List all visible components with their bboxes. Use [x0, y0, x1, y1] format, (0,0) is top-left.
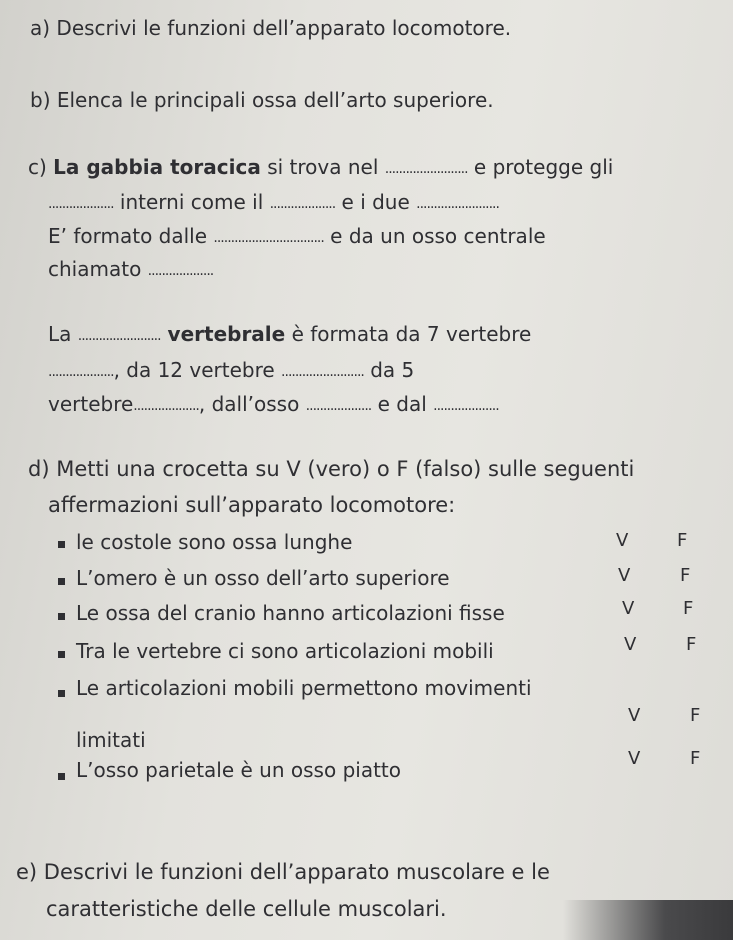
answer-blank[interactable]: ................... [433, 398, 499, 414]
true-option-2[interactable]: V [618, 565, 631, 586]
true-option-1[interactable]: V [616, 530, 629, 551]
bullet-icon [58, 541, 65, 548]
question-c-line-3: E’ formato dalle ................................ e da un osso centrale [48, 224, 546, 248]
answer-blank[interactable]: ........................ [416, 196, 499, 212]
statement-5: Le articolazioni mobili permettono movimenti [76, 676, 532, 700]
statement-6: L’osso parietale è un osso piatto [76, 758, 401, 782]
answer-blank[interactable]: ................... [48, 196, 114, 212]
answer-blank[interactable]: ........................ [384, 161, 468, 177]
question-c-line-7: vertebre..................., dall’osso ................... e dal ................... [48, 392, 499, 416]
shadow-corner [563, 900, 733, 940]
bullet-icon [58, 690, 65, 697]
answer-blank[interactable]: ................... [147, 263, 214, 279]
question-c-line-5: La ........................ vertebrale è formata da 7 vertebre [48, 322, 532, 346]
bold-term-gabbia-toracica: La gabbia toracica [53, 155, 261, 179]
question-b: b) Elenca le principali ossa dell’arto superiore. [30, 88, 494, 112]
bullet-icon [58, 651, 65, 658]
false-option-4[interactable]: F [686, 634, 697, 655]
answer-blank[interactable]: ........................ [281, 364, 364, 380]
question-c-line-1: c) La gabbia toracica si trova nel ........................ e protegge gli [28, 155, 614, 179]
question-a: a) Descrivi le funzioni dell’apparato locomotore. [30, 16, 512, 40]
statement-3: Le ossa del cranio hanno articolazioni fisse [76, 601, 505, 625]
bullet-icon [58, 613, 65, 620]
statement-5-continued: limitati [76, 728, 146, 752]
question-c-line-4: chiamato ................... [48, 257, 214, 281]
statement-1: le costole sono ossa lunghe [76, 530, 353, 554]
bullet-icon [58, 773, 65, 780]
false-option-6[interactable]: F [690, 748, 701, 769]
answer-blank[interactable]: ................................ [213, 230, 324, 246]
question-e-line-2: caratteristiche delle cellule muscolari. [46, 897, 447, 921]
answer-blank[interactable]: ................... [48, 364, 114, 380]
false-option-2[interactable]: F [680, 565, 691, 586]
true-option-5[interactable]: V [628, 705, 641, 726]
bullet-icon [58, 578, 65, 585]
answer-blank[interactable]: ................... [269, 196, 336, 212]
question-c-line-2: ................... interni come il ................... e i due ........................ [48, 190, 499, 214]
true-option-4[interactable]: V [624, 634, 637, 655]
statement-2: L’omero è un osso dell’arto superiore [76, 566, 450, 590]
question-c-line-6: ..................., da 12 vertebre ........................ da 5 [48, 358, 415, 382]
true-option-6[interactable]: V [628, 748, 641, 769]
false-option-3[interactable]: F [683, 598, 694, 619]
question-d-intro-2: affermazioni sull’apparato locomotore: [48, 493, 456, 517]
answer-blank[interactable]: ........................ [77, 328, 161, 344]
statement-4: Tra le vertebre ci sono articolazioni mobili [76, 639, 494, 663]
question-e-line-1: e) Descrivi le funzioni dell’apparato muscolare e le [16, 860, 550, 884]
false-option-5[interactable]: F [690, 705, 701, 726]
false-option-1[interactable]: F [677, 530, 688, 551]
question-d-intro-1: d) Metti una crocetta su V (vero) o F (falso) sulle seguenti [28, 457, 635, 481]
true-option-3[interactable]: V [622, 598, 635, 619]
answer-blank[interactable]: ................... [133, 398, 199, 414]
answer-blank[interactable]: ................... [305, 398, 372, 414]
bold-term-vertebrale: vertebrale [160, 322, 286, 346]
